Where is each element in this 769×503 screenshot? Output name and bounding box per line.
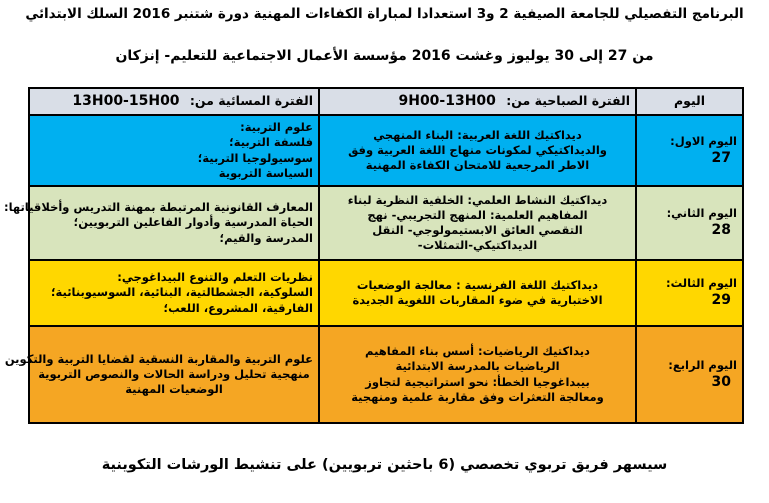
- morning-cell: [319, 186, 636, 260]
- afternoon-line: الحياة المدرسية وأدوار الفاعلين التربويين؛: [73, 215, 313, 230]
- footer-note: سيسهر فريق تربوي تخصصي (6 باحثين تربويين) على تنشيط الورشات التكوينية: [101, 457, 668, 473]
- day-cell: [636, 326, 743, 423]
- table-row: [29, 115, 743, 186]
- morning-cell: [319, 326, 636, 423]
- morning-line: ديداكتيك النشاط العلمي: الخلفية النظرية لبناء: [347, 192, 608, 207]
- morning-line: والديداكتيكي لمكونات منهاج اللغة العربية وفق: [348, 142, 607, 157]
- afternoon-line: السلوكية، الجشطالتية، البنائية، السوسيوبنائية؛: [50, 285, 313, 300]
- afternoon-cell: [3, 186, 319, 260]
- morning-line: الاختبارية في ضوء المقاربات اللغوية الجديدة: [352, 293, 603, 307]
- afternoon-line: الوضعيات المهنية: [125, 382, 223, 397]
- document-subtitle: من 27 إلى 30 يوليوز وغشت 2016 مؤسسة الأعمال الاجتماعية للتعليم- إنزكان: [115, 48, 654, 64]
- morning-line: بيبداغوجيا الخطأ: نحو استراتيجية لتجاوز: [365, 374, 590, 389]
- morning-line: الرياضيات بالمدرسة الابتدائية: [395, 359, 560, 374]
- afternoon-cell: [29, 260, 319, 326]
- day-label: اليوم الثالث:: [666, 276, 737, 291]
- day-cell: [636, 260, 743, 326]
- afternoon-line: المعارف القانونية المرتبطة بمهنة التدريس وأخلاقياتها:: [3, 200, 313, 215]
- afternoon-cell: [4, 326, 319, 423]
- header-day: اليوم: [636, 88, 743, 115]
- day-cell: [636, 186, 743, 260]
- table-row: [29, 260, 743, 326]
- header-afternoon-time: 13H00-15H00: [72, 93, 180, 110]
- afternoon-line: علوم التربية:: [240, 120, 313, 135]
- morning-line: ومعالجة التعثرات وفق مقاربة علمية ومنهجية: [351, 389, 604, 404]
- day-date: 29: [711, 292, 731, 309]
- header-morning-label: الفترة الصباحية من:: [506, 93, 630, 109]
- morning-line: التقصي العائق الابستيمولوجي- النقل: [372, 223, 583, 237]
- afternoon-line: الفارقية، المشروع، اللعب؛: [163, 300, 313, 315]
- header-morning-time: 9H00-13H00: [398, 93, 496, 110]
- header-afternoon-label: الفترة المسائية من:: [189, 93, 313, 109]
- day-cell: [636, 115, 743, 186]
- day-label: اليوم الاول:: [670, 133, 737, 148]
- afternoon-line: فلسفة التربية؛: [229, 135, 313, 150]
- table-row: [29, 186, 743, 260]
- day-date: 27: [711, 149, 731, 166]
- afternoon-line: منهجية تحليل ودراسة الحالات والنصوص التربوية: [38, 366, 310, 381]
- morning-line: ديداكتيك الرياضيات: أسس بناء المفاهيم: [365, 344, 590, 359]
- table-row: [29, 326, 743, 423]
- afternoon-cell: [29, 115, 319, 186]
- morning-line: ديداكتيك اللغة العربية: البناء المنهجي: [373, 127, 582, 142]
- day-label: اليوم الرابع:: [668, 357, 737, 372]
- morning-line: المفاهيم العلمية: المنهج التجريبي- نهج: [367, 207, 588, 222]
- afternoon-line: المدرسة والقيم؛: [219, 230, 313, 245]
- morning-line: الديداكتيكي-التمثلات-: [417, 238, 538, 253]
- afternoon-line: سوسيولوجيا التربية؛: [197, 150, 313, 165]
- morning-cell: [319, 115, 636, 186]
- morning-line: الاطر المرجعية للامتحان الكفاءة المهنية: [365, 158, 590, 173]
- document-title: البرنامج التفصيلي للجامعة الصيفية 2 و3 استعدادا لمباراة الكفاءات المهنية دورة شتنبر 2016 السلك الابتدائي: [25, 6, 744, 22]
- day-date: 28: [711, 222, 731, 239]
- morning-line: ديداكتيك اللغة الفرنسية : معالجة الوضعيات: [356, 277, 599, 292]
- afternoon-line: السياسة التربوية: [218, 165, 313, 180]
- afternoon-line: نظريات التعلم والتنوع البيداغوجي:: [117, 270, 313, 285]
- day-date: 30: [711, 373, 731, 390]
- morning-cell: [319, 260, 636, 326]
- table-header-row: [29, 88, 743, 115]
- day-label: اليوم الثاني:: [666, 206, 737, 221]
- header-morning: [319, 88, 636, 115]
- header-afternoon: [29, 88, 319, 115]
- schedule-table: [3, 87, 744, 424]
- afternoon-line: علوم التربية والمقاربة النسقية لقضايا التربية والتكوين: [4, 351, 313, 366]
